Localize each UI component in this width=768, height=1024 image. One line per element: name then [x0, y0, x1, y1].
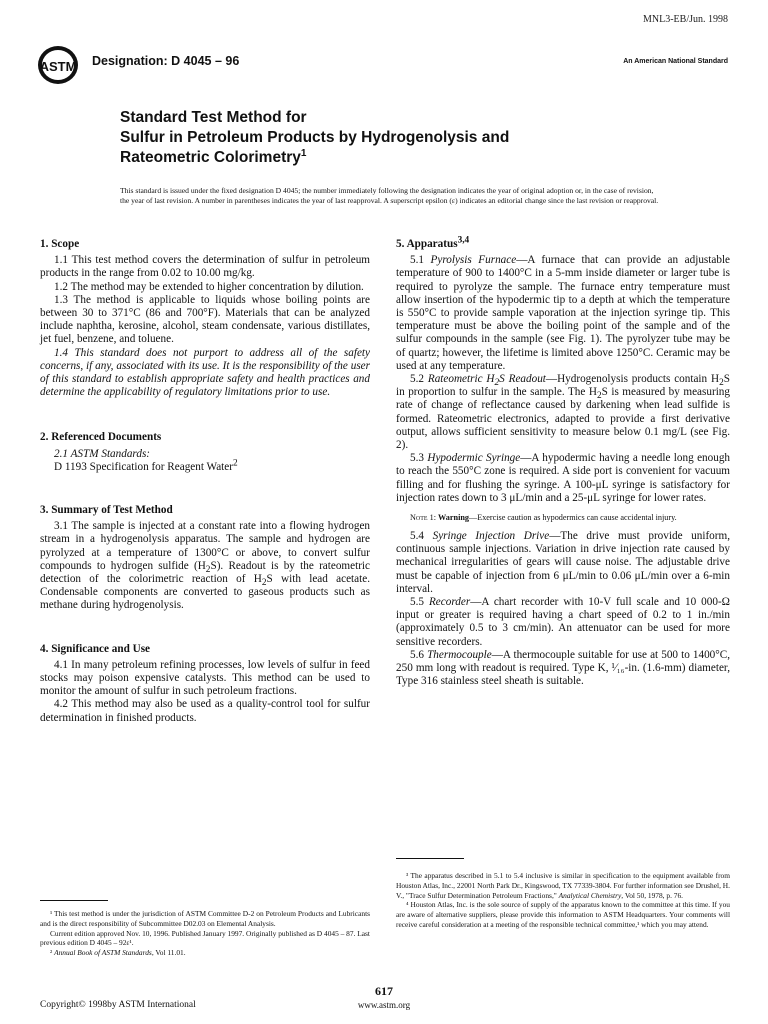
title-line-2: Sulfur in Petroleum Products by Hydrogenolysis and [120, 129, 510, 146]
website-url[interactable]: www.astm.org [357, 1000, 411, 1010]
paragraph-3-1: 3.1 The sample is injected at a constant rate into a flowing hydrogen stream in a hydrogenolysis apparatus. The sample and hydrogen are pyrolyzed at a temperature of 1300°C or above, to convert sulfur compounds to hydrogen sulfide $(H_2S)$. Readout is by the rateometric detection of the colorimetric reaction of $H_2S$ with lead acetate. Condensable components are converted to gaseous products such as methane during hydrogenolysis. [40, 520, 370, 612]
paragraph-5-4: 5.4 Syringe Injection Drive—The drive must provide uniform, continuous sample injections. Variation in drive injection rate caused by mechanical irregularities of gears will cause noise. The adjustable drive must be capable of injection from 6 μL/min to 0.06 μL/min over a 6-min interval. [396, 530, 730, 595]
paragraph-4-1: 4.1 In many petroleum refining processes, low levels of sulfur in feed stocks may poison expensive catalysts. This method can be used to monitor the amount of sulfur in such petroleum fractions. [40, 658, 370, 698]
title-line-1: Standard Test Method for [120, 109, 307, 126]
paragraph-5-1: 5.1 Pyrolysis Furnace—A furnace that can provide an adjustable temperature of 900 to 1400°C in a 5-mm inside diameter or larger tube is required to pyrolyze the sample. The furnace entry temperature must allow insertion of the hypodermic tip to a depth at which the temperature is 550°C to provide sample vaporation at the injection syringe tip. This temperature must be above the boiling point of the sample and of the sulfur compounds in the sample (see Fig. 1). The pyrolyzer tube may be of quartz; however, the lifetime is limited above 1250°C. Ceramic may be used at any temperature. [396, 254, 731, 372]
paragraph-5-5: 5.5 Recorder—A chart recorder with 10-V full scale and 10 000-Ω input or greater is required having a chart speed of 0.2 to 1 in./min (approximately 0.5 to 3 cm/min). An attenuator can be used for more sensitive recorders. [396, 596, 730, 648]
document-title [120, 108, 680, 168]
logo-text: ASTM [39, 59, 77, 74]
left-footnotes [40, 900, 370, 958]
paragraph-1-1: 1.1 This test method covers the determination of sulfur in petroleum products in the range from 0.02 to 10.00 mg/kg. [40, 254, 370, 280]
footnote-1-edition: Current edition approved Nov. 10, 1996. Published January 1997. Originally published as D 4045 – 87. Last previous edition D 4045 – 92ε¹. [40, 928, 370, 948]
paragraph-1-2: 1.2 The method may be extended to higher concentration by dilution. [54, 280, 364, 293]
section-heading-summary: 3. Summary of Test Method [40, 504, 173, 517]
left-column [40, 238, 370, 725]
footnote-divider [396, 858, 464, 859]
page-number: 617 [375, 984, 393, 998]
section-heading-scope: 1. Scope [40, 238, 80, 250]
title-footnote-mark: 1 [300, 147, 307, 159]
paragraph-5-6: 5.6 Thermocouple—A thermocouple suitable for use at 500 to 1400°C, 250 mm long with readout is required. Type K, ¹⁄₁₆-in. (1.6-mm) diameter, Type 316 stainless steel sheath is suitable. [396, 648, 731, 688]
document-code: MNL3-EB/Jun. 1998 [643, 14, 728, 25]
right-footnotes [396, 858, 730, 930]
section-heading-apparatus: 5. Apparatus$^{3,4}$ [396, 235, 470, 250]
footnote-2: ² Annual Book of ASTM Standards, Vol 11.01. [50, 948, 186, 958]
right-column [396, 235, 731, 689]
reference-item: D 1193 Specification for Reagent Water$^2$ [54, 458, 238, 473]
section-heading-referenced-documents: 2. Referenced Documents [40, 431, 162, 444]
paragraph-1-3: 1.3 The method is applicable to liquids whose boiling points are between 30 to 371°C (86 and 700°F). Materials that can be analyzed include naphtha, kerosine, alcohol, steam condensate, various distillates, jet fuel, benzene, and toluene. [40, 293, 370, 346]
issuance-notice: This standard is issued under the fixed designation D 4045; the number immediately following the designation indicates the year of original adoption or, in the case of revision, the year of last revision. A number in parentheses indicates the year of last reapproval. A superscript epsilon (ε) indicates an editorial change since the last revision or reapproval. [120, 186, 659, 206]
paragraph-5-3: 5.3 Hypodermic Syringe—A hypodermic having a needle long enough to reach the 550°C zone is required. A side port is convenient for vacuum filling and for flushing the syringe. A 100-μL syringe is satisfactory for injection rates down to 3 μL/min and a 25-μL syringe for lower rates. [396, 452, 731, 504]
copyright: Copyright© 1998by ASTM International [40, 1000, 196, 1010]
note-1-warning: Note 1: Warning—Exercise caution as hypodermics can cause accidental injury. [410, 513, 677, 523]
section-heading-significance: 4. Significance and Use [40, 642, 151, 655]
astm-logo [36, 44, 80, 86]
paragraph-4-2: 4.2 This method may also be used as a quality-control tool for sulfur determination in finished products. [40, 698, 370, 724]
footnote-4: ⁴ Houston Atlas, Inc. is the sole source of supply of the apparatus known to the committee at this time. If you are aware of alternative suppliers, please provide this information to ASTM Headquarters. Your comments will receive careful consideration at a meeting of the responsible technical committee,¹ which you may attend. [396, 900, 730, 929]
title-line-3: Rateometric Colorimetry$^1$ [120, 147, 307, 166]
footnote-divider [40, 900, 108, 901]
footnote-1: ¹ This test method is under the jurisdiction of ASTM Committee D-2 on Petroleum Products and Lubricants and is the direct responsibility of Subcommittee D02.03 on Elemental Analysis. [40, 909, 370, 928]
paragraph-5-2: 5.2 Rateometric $H_2S$ Readout—Hydrogenolysis products contain $H_2S$ in proportion to sulfur in the sample. The $H_2S$ is measured by measuring rate of change of reflectance caused by darkening when lead sulfide is formed. Rateometric electronics, adapted to provide a first derivative output, allows sufficient sensitivity to measure below 0.1 mg/L (see Fig. 2). [396, 373, 730, 452]
standard-tag: An American National Standard [623, 58, 728, 65]
subheading-astm-standards: 2.1 ASTM Standards: [54, 447, 151, 460]
footnote-3: ³ The apparatus described in 5.1 to 5.4 inclusive is similar in specification to the equipment available from Houston Atlas, Inc., 22001 North Park Dr., Kingswood, TX 77339-3804. For further information see Drushel, H. V., "Trace Sulfur Determination Petroleum Fractions," Analytical Chemistry, Vol 50, 1978, p. 76. [396, 871, 730, 900]
paragraph-1-4: 1.4 This standard does not purport to address all of the safety concerns, if any, associated with its use. It is the responsibility of the user of this standard to establish appropriate safety and health practices and determine the applicability of regulatory limitations prior to use. [40, 346, 370, 399]
designation: Designation: D 4045 – 96 [92, 54, 240, 68]
